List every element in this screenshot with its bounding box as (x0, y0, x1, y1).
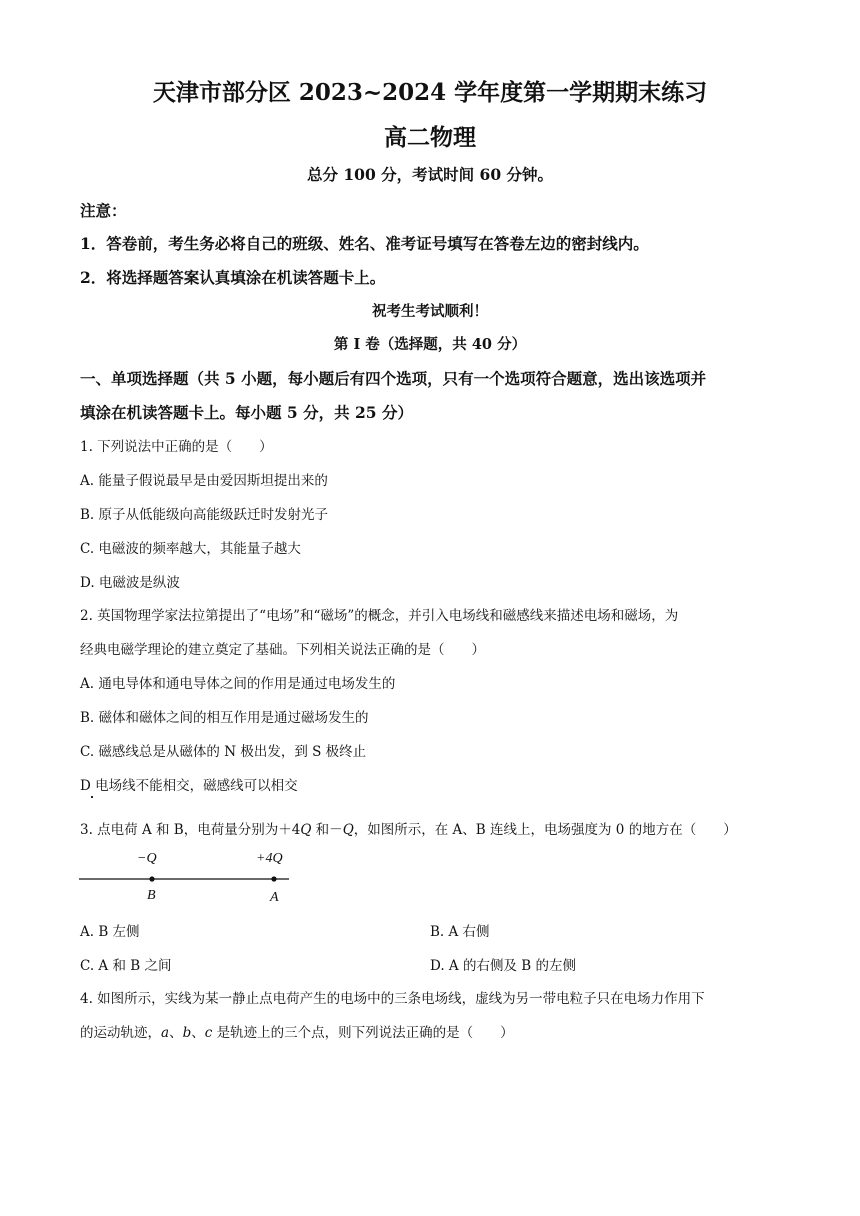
q2-stem-line2: 经典电磁学理论的建立奠定了基础。下列相关说法正确的是（ ） (80, 642, 485, 658)
notice-item-2: 2．将选择题答案认真填涂在机读答题卡上。 (80, 268, 386, 287)
q1-option-d: D. 电磁波是纵波 (80, 575, 180, 591)
q4-stem-line2: 的运动轨迹，a、b、c 是轨迹上的三个点，则下列说法正确的是（ ） (80, 1025, 514, 1041)
q3-option-a: A. B 左侧 (80, 924, 140, 940)
point-a-label: a (161, 1025, 170, 1041)
q3-option-b: B. A 右侧 (430, 924, 490, 940)
q3-option-c: C. A 和 B 之间 (80, 958, 172, 974)
q2-stem-line1: 2. 英国物理学家法拉第提出了“电场”和“磁场”的概念，并引入电场线和磁感线来描述电场和磁场，为 (80, 608, 679, 624)
q1-option-c: C. 电磁波的频率越大，其能量子越大 (80, 541, 301, 557)
section-instruction-line2: 填涂在机读答题卡上。每小题 5 分，共 25 分） (80, 403, 413, 422)
q3-option-d: D. A 的右侧及 B 的左侧 (430, 958, 576, 974)
label-minus-q: −Q (137, 851, 157, 866)
q2-option-d: D 电场线不能相交，磁感线可以相交 (80, 778, 298, 794)
q2-option-c: C. 磁感线总是从磁体的 N 极出发，到 S 极终止 (80, 744, 367, 760)
q2-option-a: A. 通电导体和通电导体之间的作用是通过电场发生的 (80, 676, 396, 692)
notice-item-1: 1．答卷前，考生务必将自己的班级、姓名、准考证号填写在答卷左边的密封线内。 (80, 234, 649, 253)
q1-option-a: A. 能量子假说最早是由爱因斯坦提出来的 (80, 473, 328, 489)
q3-stem: 3. 点电荷 A 和 B，电荷量分别为＋4Q 和－Q，如图所示，在 A、B 连线上，电场强度为 0 的地方在（ ） (80, 822, 737, 838)
label-point-a: A (270, 890, 279, 905)
point-c-label: c (204, 1025, 213, 1041)
q1-stem: 1. 下列说法中正确的是（ ） (80, 439, 273, 455)
notice-heading: 注意： (80, 201, 127, 220)
wish-text: 祝考生考试顺利！ (372, 303, 488, 320)
subject-title: 高二物理 (384, 124, 476, 151)
label-point-b: B (147, 888, 156, 903)
score-time: 总分 100 分，考试时间 60 分钟。 (306, 165, 553, 184)
point-b-label: b (182, 1025, 192, 1041)
q4-stem-line1: 4. 如图所示，实线为某一静止点电荷产生的电场中的三条电场线，虚线为另一带电粒子只在电场力作用下 (80, 991, 705, 1007)
page-title: 天津市部分区 2023~2024 学年度第一学期期末练习 (152, 79, 708, 106)
section-instruction-line1: 一、单项选择题（共 5 小题，每小题后有四个选项，只有一个选项符合题意，选出该选项并 (80, 369, 707, 388)
volume-heading: 第 I 卷（选择题，共 40 分） (333, 336, 527, 353)
q2-option-b: B. 磁体和磁体之间的相互作用是通过磁场发生的 (80, 710, 369, 726)
q1-option-b: B. 原子从低能级向高能级跃迁时发射光子 (80, 507, 329, 523)
point-a-dot (271, 876, 276, 881)
point-b-dot (149, 876, 154, 881)
label-plus-4q: +4Q (256, 851, 283, 866)
